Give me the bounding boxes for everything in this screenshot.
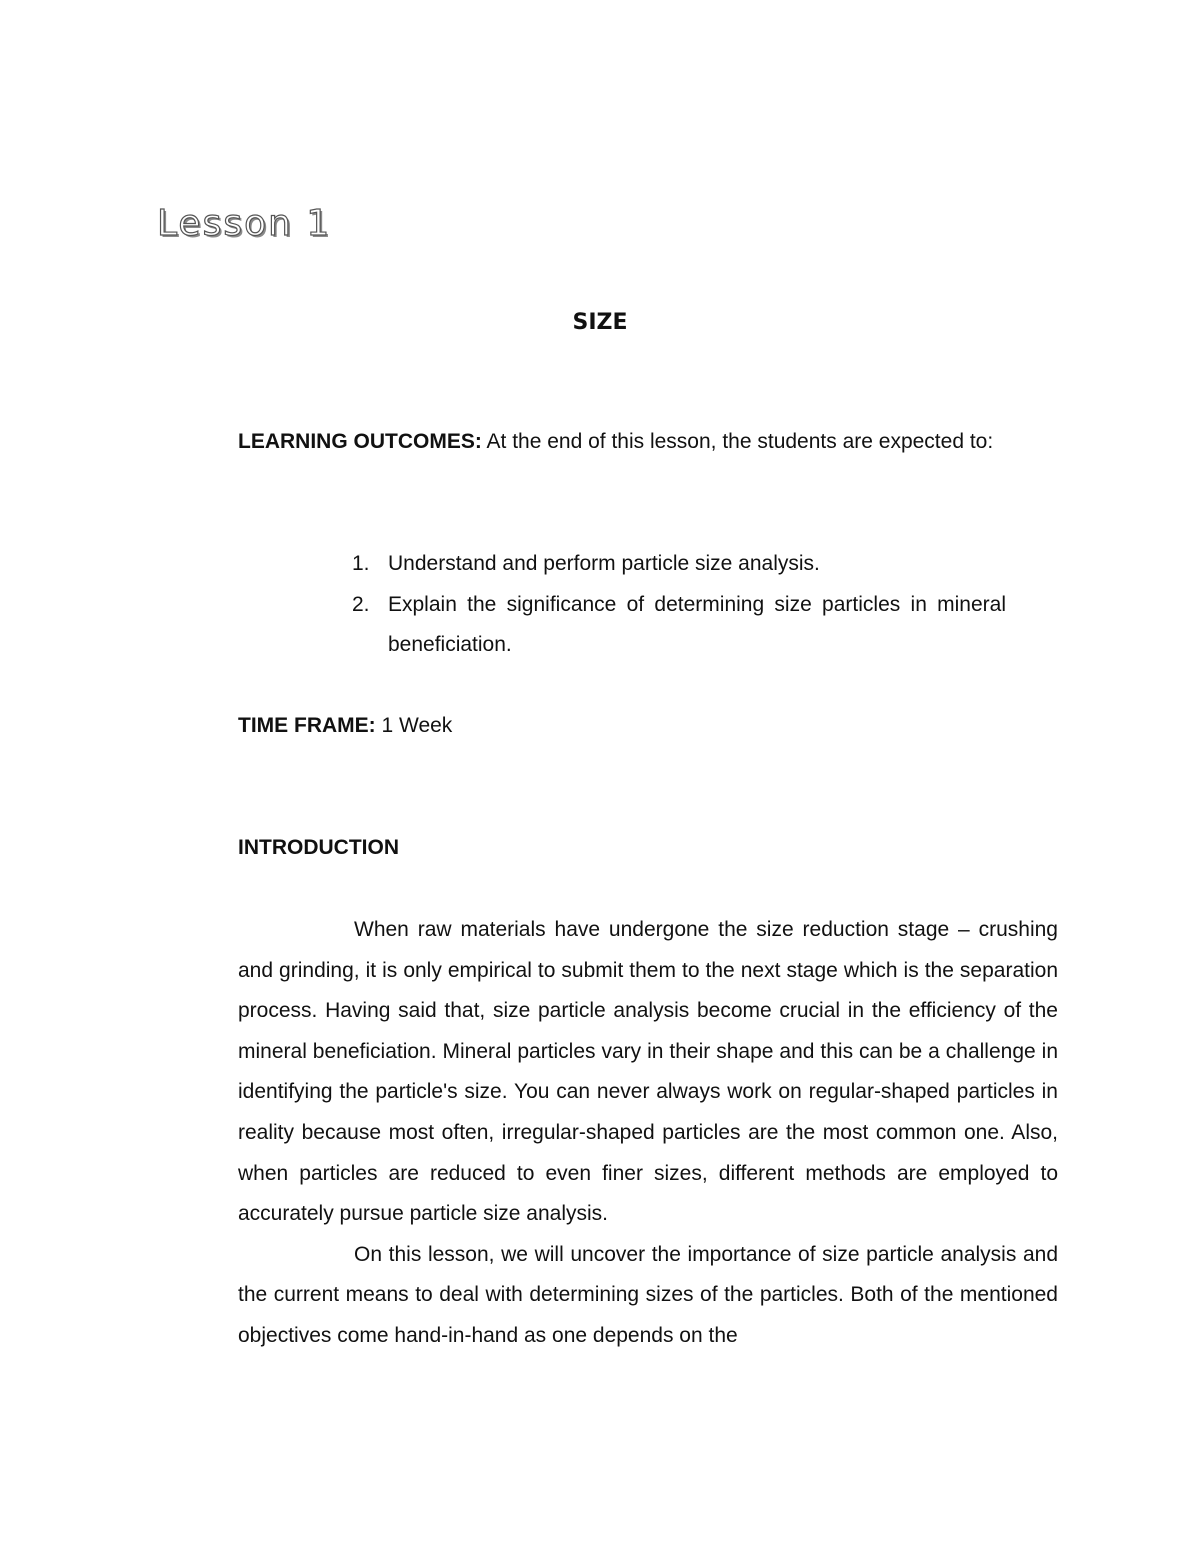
learning-outcomes-text: At the end of this lesson, the students are expected to: xyxy=(481,430,994,453)
list-item-number: 2. xyxy=(352,592,370,616)
learning-outcomes-paragraph xyxy=(238,422,1006,463)
list-item-number: 1. xyxy=(352,552,370,575)
time-frame-separator: : xyxy=(368,714,376,737)
learning-outcomes-label: LEARNING OUTCOMES xyxy=(238,430,475,453)
lesson-heading: Lesson 1 xyxy=(157,203,332,244)
time-frame-label: TIME FRAME xyxy=(238,714,369,737)
introduction-paragraph: When raw materials have undergone the size reduction stage – crushing and grinding, it is only empirical to submit them to the next stage which is the separation process. Having said that, size particle analysis become crucial in the efficiency of the mineral beneficiation. Mineral particles vary in their shape and this can be a challenge in identifying the particle's size. You can never always work on regular-shaped particles in reality because most often, irregular-shaped particles are the most common one. Also, when particles are reduced to even finer sizes, different methods are employed to accurately pursue particle size analysis. xyxy=(238,918,1058,1226)
outcomes-list xyxy=(352,544,1006,666)
time-frame-value: 1 Week xyxy=(375,714,453,737)
list-item xyxy=(352,544,1006,585)
list-item xyxy=(352,585,1006,666)
introduction-body xyxy=(238,910,1058,1357)
list-item-text: Understand and perform particle size analysis. xyxy=(388,552,820,575)
time-frame xyxy=(238,706,1038,747)
learning-outcomes-separator: : xyxy=(474,430,482,453)
list-item-text: Explain the significance of determining size particles in mineral beneficiation. xyxy=(388,592,1006,657)
introduction-paragraph: On this lesson, we will uncover the importance of size particle analysis and the current means to deal with determining sizes of the particles. Both of the mentioned objectives come hand-in-hand as one depends on the xyxy=(238,1242,1058,1347)
introduction-heading: INTRODUCTION xyxy=(238,836,399,859)
document-title: SIZE xyxy=(572,310,628,335)
